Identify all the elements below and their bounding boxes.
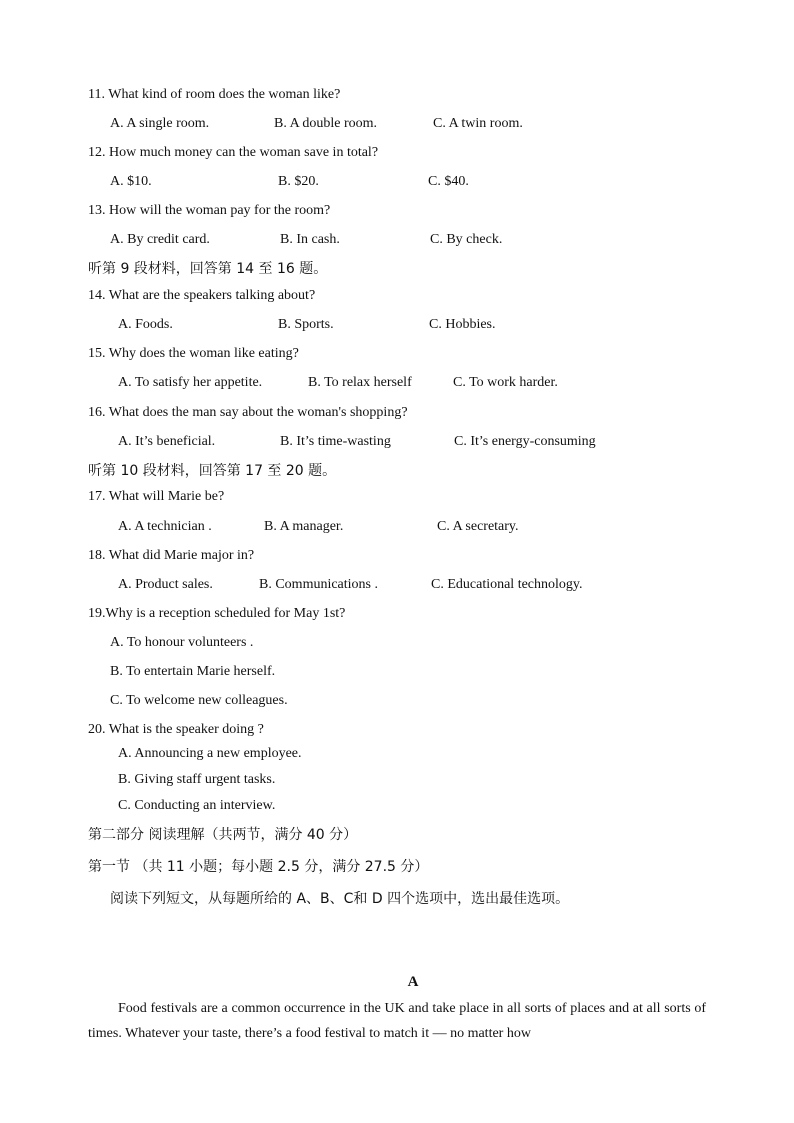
option-19-b: B. To entertain Marie herself. (110, 664, 276, 679)
section-note-part9: 听第 9 段材料，回答第 14 至 16 题。 (88, 261, 328, 277)
options-11 (110, 115, 710, 133)
option-a: A. A technician . (118, 519, 212, 534)
question-18: 18. What did Marie major in? (88, 548, 255, 563)
option-c: C. Educational technology. (431, 577, 583, 592)
option-c: C. It’s energy-consuming (454, 434, 596, 449)
section1-heading: 第一节 （共 11 小题；每小题 2.5 分，满分 27.5 分） (88, 859, 429, 875)
question-19: 19.Why is a reception scheduled for May 1st? (88, 606, 346, 621)
option-c: C. A twin room. (433, 116, 523, 131)
option-a: A. Product sales. (118, 577, 213, 592)
passage-text: Food festivals are a common occurrence in the UK and take place in all sorts of places and at all sorts of times. Whatever your taste, there’s a food festival to match it — no matter how (88, 1001, 706, 1041)
option-b: B. A manager. (264, 519, 344, 534)
question-20: 20. What is the speaker doing ? (88, 722, 264, 737)
option-b: B. To relax herself (308, 375, 412, 390)
options-12 (110, 173, 710, 191)
option-a: A. Foods. (118, 317, 173, 332)
option-b: B. It’s time-wasting (280, 434, 391, 449)
option-20-c: C. Conducting an interview. (118, 798, 276, 813)
options-17 (118, 518, 718, 536)
question-16: 16. What does the man say about the woman's shopping? (88, 405, 408, 420)
question-12: 12. How much money can the woman save in total? (88, 145, 379, 160)
question-11: 11. What kind of room does the woman like? (88, 87, 341, 102)
option-20-b: B. Giving staff urgent tasks. (118, 772, 276, 787)
option-c: C. By check. (430, 232, 503, 247)
question-17: 17. What will Marie be? (88, 489, 225, 504)
option-c: C. A secretary. (437, 519, 519, 534)
option-b: B. $20. (278, 174, 319, 189)
option-20-a: A. Announcing a new employee. (118, 746, 302, 761)
option-b: B. In cash. (280, 232, 340, 247)
option-a: A. To satisfy her appetite. (118, 375, 263, 390)
question-13: 13. How will the woman pay for the room? (88, 203, 331, 218)
option-19-c: C. To welcome new colleagues. (110, 693, 288, 708)
option-a: A. A single room. (110, 116, 210, 131)
section-note-part10: 听第 10 段材料，回答第 17 至 20 题。 (88, 463, 337, 479)
option-b: B. Communications . (259, 577, 378, 592)
option-c: C. Hobbies. (429, 317, 496, 332)
option-a: A. $10. (110, 174, 152, 189)
options-13 (110, 231, 710, 249)
passage-title: A (407, 974, 419, 990)
part2-heading: 第二部分 阅读理解（共两节，满分 40 分） (88, 827, 358, 843)
options-15 (118, 374, 718, 392)
option-c: C. $40. (428, 174, 469, 189)
question-14: 14. What are the speakers talking about? (88, 288, 316, 303)
reading-instruction: 阅读下列短文，从每题所给的 A、B、C和 D 四个选项中，选出最佳选项。 (110, 891, 570, 907)
option-19-a: A. To honour volunteers . (110, 635, 254, 650)
options-18 (118, 576, 718, 594)
option-c: C. To work harder. (453, 375, 558, 390)
options-14 (118, 316, 718, 334)
option-b: B. Sports. (278, 317, 334, 332)
option-a: A. By credit card. (110, 232, 210, 247)
option-b: B. A double room. (274, 116, 378, 131)
question-15: 15. Why does the woman like eating? (88, 346, 299, 361)
options-16 (118, 433, 718, 451)
option-a: A. It’s beneficial. (118, 434, 216, 449)
